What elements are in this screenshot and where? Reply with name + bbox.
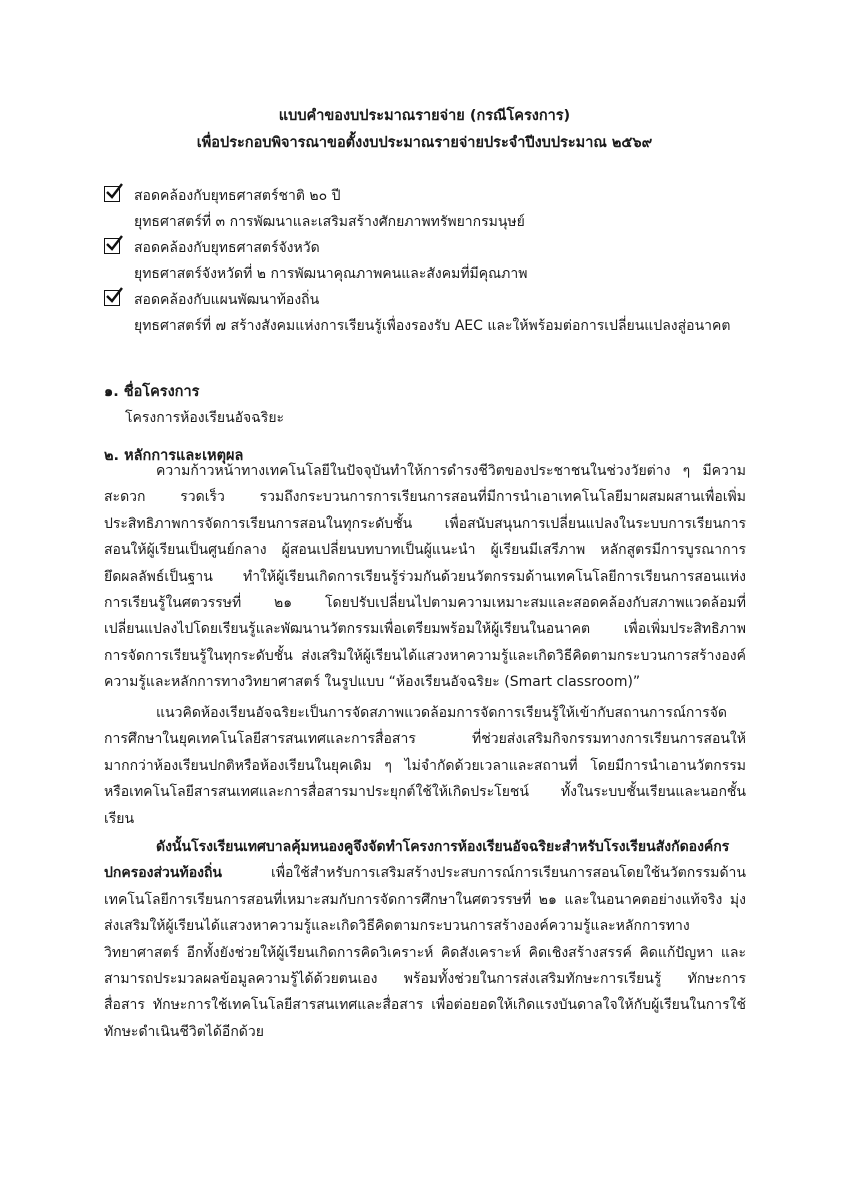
project-name: โครงการห้องเรียนอัจฉริยะ	[125, 410, 285, 426]
alignment-detail: ยุทธศาสตร์จังหวัดที่ ๒ การพัฒนาคุณภาพคนและสังคมที่มีคุณภาพ	[134, 266, 528, 282]
bold-lead-text: ปกครองส่วนท้องถิ่น	[104, 865, 222, 882]
paragraph-line: สะดวก รวดเร็ว รวมถึงกระบวนการการเรียนการสอนที่มีการนำเอาเทคโนโลยีมาผสมผสานเพื่อเพิ่ม	[104, 489, 746, 506]
paragraph-line: ความรู้และหลักการทางวิทยาศาสตร์ ในรูปแบบ “ห้องเรียนอัจฉริยะ (Smart classroom)”	[104, 674, 641, 691]
paragraph-line: ความก้าวหน้าทางเทคโนโลยีในปัจจุบันทำให้การดำรงชีวิตของประชาชนในช่วงวัยต่าง ๆ มีความ	[156, 463, 746, 479]
paragraph-line: ประสิทธิภาพการจัดการเรียนการสอนในทุกระดับชั้น เพื่อสนับสนุนการเปลี่ยนแปลงในระบบการเรียนการ	[104, 515, 746, 532]
alignment-label: สอดคล้องกับแผนพัฒนาท้องถิ่น	[134, 292, 320, 308]
paragraph-line: เทคโนโลยีการเรียนการสอนที่เหมาะสมกับการจัดการศึกษาในศตวรรษที่ ๒๑ และในอนาคตอย่างแท้จริง มุ่ง	[104, 891, 746, 908]
paragraph-line: สามารถประมวลผลข้อมูลความรู้ได้ด้วยตนเอง พร้อมทั้งช่วยในการส่งเสริมทักษะการเรียนรู้ ทักษะการ	[104, 970, 746, 987]
alignment-label: สอดคล้องกับยุทธศาสตร์ชาติ ๒๐ ปี	[134, 188, 341, 204]
rationale-paragraph-3	[104, 834, 746, 1045]
document-title-line-2: เพื่อประกอบพิจารณาขอตั้งงบประมาณรายจ่ายประจำปีงบประมาณ ๒๕๖๙	[196, 135, 653, 151]
paragraph-line: ทักษะดำเนินชีวิตได้อีกด้วย	[104, 1023, 264, 1040]
section-1-heading: ๑. ชื่อโครงการ	[104, 384, 200, 400]
rationale-paragraph-2	[104, 700, 746, 832]
paragraph-line: มากกว่าห้องเรียนปกติหรือห้องเรียนในยุคเดิม ๆ ไม่จำกัดด้วยเวลาและสถานที่ โดยมีการนำเอานวัตกรรม	[104, 757, 746, 774]
section-2-heading: ๒. หลักการและเหตุผล	[104, 448, 244, 464]
document-title-line-1: แบบคำของบประมาณรายจ่าย (กรณีโครงการ)	[278, 108, 571, 124]
paragraph-line: ยึดผลลัพธ์เป็นฐาน ทำให้ผู้เรียนเกิดการเรียนรู้ร่วมกันด้วยนวัตกรรมด้านเทคโนโลยีการเรียนการสอนแห่ง	[104, 568, 746, 585]
paragraph-line: เปลี่ยนแปลงไปโดยเรียนรู้และพัฒนานวัตกรรมเพื่อเตรียมพร้อมให้ผู้เรียนในอนาคต เพื่อเพิ่มประสิทธิภาพ	[104, 621, 746, 638]
checked-checkbox-icon	[104, 238, 120, 254]
alignment-detail: ยุทธศาสตร์ที่ ๗ สร้างสังคมแห่งการเรียนรู้เพื่องรองรับ AEC และให้พร้อมต่อการเปลี่ยนแปลงสู่อนาคต	[134, 318, 731, 334]
paragraph-line: หรือเทคโนโลยีสารสนเทศและการสื่อสารมาประยุกต์ใช้ให้เกิดประโยชน์ ทั้งในระบบชั้นเรียนและนอกชั้น	[104, 784, 746, 801]
paragraph-line: วิทยาศาสตร์ อีกทั้งยังช่วยให้ผู้เรียนเกิดการคิดวิเคราะห์ คิดสังเคราะห์ คิดเชิงสร้างสรรค์ คิดแก้ปัญหา และ	[104, 944, 746, 961]
alignment-detail: ยุทธศาสตร์ที่ ๓ การพัฒนาและเสริมสร้างศักยภาพทรัพยากรมนุษย์	[134, 214, 525, 230]
checked-checkbox-icon	[104, 290, 120, 306]
paragraph-line: สื่อสาร ทักษะการใช้เทคโนโลยีสารสนเทศและสื่อสาร เพื่อต่อยอดให้เกิดแรงบันดาลใจให้กับผู้เรียนในการใช้	[104, 997, 746, 1014]
paragraph-line: สอนให้ผู้เรียนเป็นศูนย์กลาง ผู้สอนเปลี่ยนบทบาทเป็นผู้แนะนำ ผู้เรียนมีเสรีภาพ หลักสูตรมีการบูรณาการ	[104, 542, 746, 559]
rationale-paragraph-1	[104, 458, 746, 696]
checked-checkbox-icon	[104, 186, 120, 202]
paragraph-line	[104, 860, 746, 886]
alignment-label: สอดคล้องกับยุทธศาสตร์จังหวัด	[134, 240, 320, 256]
paragraph-line: การศึกษาในยุคเทคโนโลยีสารสนเทศและการสื่อสาร ที่ช่วยส่งเสริมกิจกรรมทางการเรียนการสอนให้	[104, 731, 746, 748]
paragraph-line: การเรียนรู้ในศตวรรษที่ ๒๑ โดยปรับเปลี่ยนไปตามความเหมาะสมและสอดคล้องกับสภาพแวดล้อมที่	[104, 594, 746, 611]
paragraph-line: เรียน	[104, 810, 135, 827]
paragraph-text: เพื่อใช้สำหรับการเสริมสร้างประสบการณ์การเรียนการสอนโดยใช้นวัตกรรมด้าน	[222, 865, 746, 882]
paragraph-line: การจัดการเรียนรู้ในทุกระดับชั้น ส่งเสริมให้ผู้เรียนได้แสวงหาความรู้และเกิดวิธีคิดตามกระบวนการสร้างองค์	[104, 647, 746, 664]
paragraph-line-bold: ดังนั้นโรงเรียนเทศบาลคุ้มหนองคูจึงจัดทำโครงการห้องเรียนอัจฉริยะสำหรับโรงเรียนสังกัดองค์กร	[156, 839, 730, 855]
paragraph-line: แนวคิดห้องเรียนอัจฉริยะเป็นการจัดสภาพแวดล้อมการจัดการเรียนรู้ให้เข้ากับสถานการณ์การจัด	[156, 705, 728, 721]
paragraph-line: ส่งเสริมให้ผู้เรียนได้แสวงหาความรู้และเกิดวิธีคิดตามกระบวนการสร้างองค์ความรู้และหลักการทาง	[104, 918, 690, 935]
